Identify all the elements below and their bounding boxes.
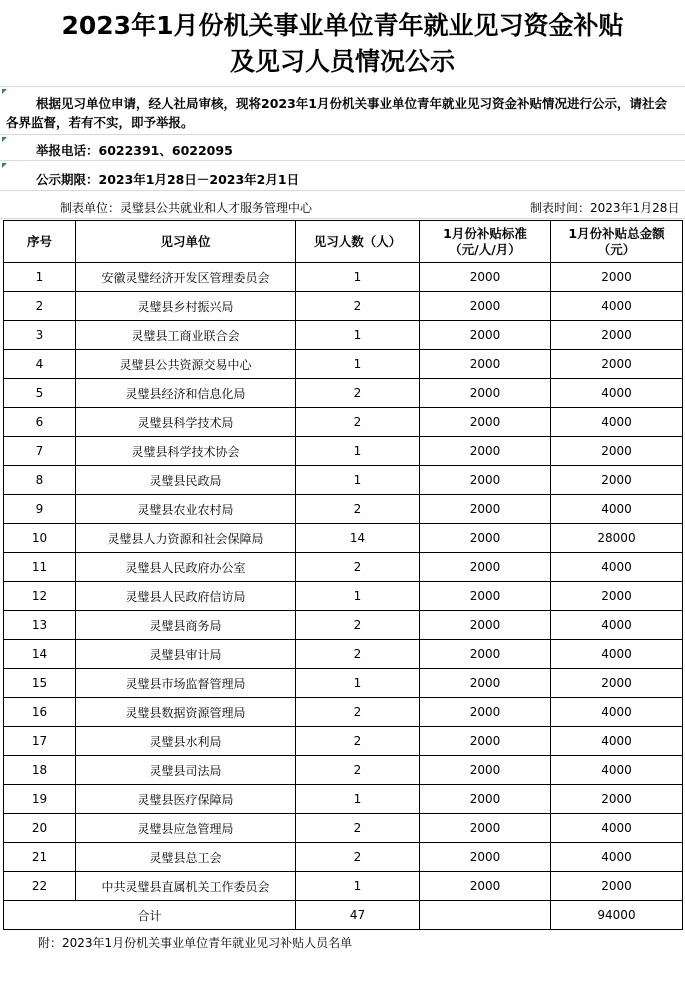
cell-total: 4000	[551, 553, 683, 582]
cell-total: 4000	[551, 727, 683, 756]
header-total-line1: 1月份补贴总金额	[568, 225, 665, 241]
cell-standard: 2000	[420, 843, 551, 872]
cell-unit: 灵璧县乡村振兴局	[76, 292, 296, 321]
cell-unit: 中共灵璧县直属机关工作委员会	[76, 872, 296, 901]
cell-standard: 2000	[420, 263, 551, 292]
notice-text: 根据见习单位申请，经人社局审核，现将2023年1月份机关事业单位青年就业见习资金补贴情况进行公示，请社会各界监督，若有不实，即予举报。	[6, 96, 667, 130]
cell-count: 1	[296, 669, 420, 698]
cell-standard: 2000	[420, 553, 551, 582]
cell-count: 2	[296, 843, 420, 872]
cell-total: 2000	[551, 466, 683, 495]
period-text: 公示期限：2023年1月28日－2023年2月1日	[36, 172, 300, 187]
cell-standard: 2000	[420, 408, 551, 437]
cell-no: 1	[4, 263, 76, 292]
cell-total: 4000	[551, 408, 683, 437]
cell-total: 4000	[551, 843, 683, 872]
cell-standard: 2000	[420, 495, 551, 524]
cell-comment-marker	[2, 137, 7, 142]
cell-total: 2000	[551, 437, 683, 466]
cell-total: 2000	[551, 669, 683, 698]
table-row	[4, 727, 683, 756]
table-row	[4, 669, 683, 698]
cell-total: 4000	[551, 640, 683, 669]
cell-total: 2000	[551, 350, 683, 379]
cell-count: 1	[296, 582, 420, 611]
header-total-line2: （元）	[597, 241, 636, 257]
cell-total: 4000	[551, 292, 683, 321]
cell-count: 2	[296, 292, 420, 321]
cell-total: 4000	[551, 814, 683, 843]
title-line-2: 及见习人员情况公示	[229, 47, 455, 76]
cell-no: 4	[4, 350, 76, 379]
cell-total: 2000	[551, 582, 683, 611]
cell-unit: 灵璧县司法局	[76, 756, 296, 785]
summary-row	[4, 901, 683, 930]
cell-no: 7	[4, 437, 76, 466]
cell-count: 2	[296, 611, 420, 640]
cell-standard: 2000	[420, 727, 551, 756]
hotline-text: 举报电话：6022391、6022095	[36, 143, 233, 158]
cell-unit: 灵璧县商务局	[76, 611, 296, 640]
summary-label: 合计	[4, 901, 296, 930]
cell-total: 2000	[551, 785, 683, 814]
cell-unit: 灵璧县科学技术协会	[76, 437, 296, 466]
cell-standard: 2000	[420, 524, 551, 553]
cell-total: 4000	[551, 495, 683, 524]
cell-unit: 灵璧县科学技术局	[76, 408, 296, 437]
table-row	[4, 582, 683, 611]
table-row	[4, 698, 683, 727]
cell-no: 21	[4, 843, 76, 872]
cell-no: 3	[4, 321, 76, 350]
table-row	[4, 408, 683, 437]
header-no: 序号	[4, 221, 76, 263]
cell-count: 2	[296, 727, 420, 756]
cell-standard: 2000	[420, 292, 551, 321]
summary-standard	[420, 901, 551, 930]
cell-no: 13	[4, 611, 76, 640]
cell-count: 1	[296, 785, 420, 814]
table-row	[4, 292, 683, 321]
cell-unit: 灵璧县数据资源管理局	[76, 698, 296, 727]
cell-standard: 2000	[420, 350, 551, 379]
table-row	[4, 611, 683, 640]
cell-total: 28000	[551, 524, 683, 553]
table-row	[4, 785, 683, 814]
cell-comment-marker	[2, 163, 7, 168]
footnote: 附：2023年1月份机关事业单位青年就业见习补贴人员名单	[38, 936, 353, 950]
cell-unit: 灵璧县总工会	[76, 843, 296, 872]
cell-count: 2	[296, 756, 420, 785]
table-row	[4, 350, 683, 379]
maker-text: 制表单位：灵璧县公共就业和人才服务管理中心	[60, 201, 313, 215]
cell-unit: 灵璧县农业农村局	[76, 495, 296, 524]
cell-no: 18	[4, 756, 76, 785]
cell-count: 2	[296, 640, 420, 669]
table-row	[4, 437, 683, 466]
table-row	[4, 495, 683, 524]
cell-no: 5	[4, 379, 76, 408]
cell-count: 14	[296, 524, 420, 553]
header-standard-line1: 1月份补贴标准	[443, 225, 527, 241]
cell-no: 9	[4, 495, 76, 524]
cell-unit: 灵璧县市场监督管理局	[76, 669, 296, 698]
cell-count: 1	[296, 437, 420, 466]
cell-standard: 2000	[420, 466, 551, 495]
cell-no: 17	[4, 727, 76, 756]
cell-standard: 2000	[420, 872, 551, 901]
cell-total: 4000	[551, 379, 683, 408]
cell-count: 2	[296, 408, 420, 437]
cell-no: 22	[4, 872, 76, 901]
table-row	[4, 640, 683, 669]
table-row	[4, 872, 683, 901]
cell-total: 2000	[551, 263, 683, 292]
table-row	[4, 843, 683, 872]
cell-unit: 灵璧县人力资源和社会保障局	[76, 524, 296, 553]
made-time-text: 制表时间：2023年1月28日	[530, 201, 680, 215]
header-standard	[420, 221, 551, 263]
cell-count: 2	[296, 495, 420, 524]
cell-standard: 2000	[420, 814, 551, 843]
cell-no: 10	[4, 524, 76, 553]
cell-standard: 2000	[420, 321, 551, 350]
cell-standard: 2000	[420, 785, 551, 814]
cell-unit: 灵璧县公共资源交易中心	[76, 350, 296, 379]
cell-standard: 2000	[420, 379, 551, 408]
header-count: 见习人数（人）	[296, 221, 420, 263]
cell-unit: 灵璧县经济和信息化局	[76, 379, 296, 408]
table-row	[4, 321, 683, 350]
page-title	[0, 8, 685, 80]
cell-unit: 灵璧县人民政府办公室	[76, 553, 296, 582]
cell-standard: 2000	[420, 669, 551, 698]
summary-count: 47	[296, 901, 420, 930]
table-row	[4, 466, 683, 495]
table-row	[4, 379, 683, 408]
cell-count: 1	[296, 350, 420, 379]
cell-total: 2000	[551, 321, 683, 350]
table-row	[4, 553, 683, 582]
cell-standard: 2000	[420, 582, 551, 611]
table-row	[4, 814, 683, 843]
cell-unit: 灵璧县医疗保障局	[76, 785, 296, 814]
cell-no: 11	[4, 553, 76, 582]
cell-unit: 灵璧县应急管理局	[76, 814, 296, 843]
cell-standard: 2000	[420, 437, 551, 466]
summary-total: 94000	[551, 901, 683, 930]
cell-total: 4000	[551, 698, 683, 727]
cell-count: 2	[296, 698, 420, 727]
title-line-1: 2023年1月份机关事业单位青年就业见习资金补贴	[61, 11, 624, 40]
cell-standard: 2000	[420, 640, 551, 669]
cell-count: 1	[296, 466, 420, 495]
cell-unit: 灵璧县工商业联合会	[76, 321, 296, 350]
cell-unit: 灵璧县人民政府信访局	[76, 582, 296, 611]
gridline	[0, 218, 685, 219]
cell-standard: 2000	[420, 611, 551, 640]
cell-count: 2	[296, 553, 420, 582]
cell-unit: 灵璧县审计局	[76, 640, 296, 669]
cell-count: 1	[296, 872, 420, 901]
cell-no: 14	[4, 640, 76, 669]
cell-no: 12	[4, 582, 76, 611]
cell-unit: 灵璧县水利局	[76, 727, 296, 756]
cell-no: 16	[4, 698, 76, 727]
table-header-row	[4, 221, 683, 263]
cell-count: 1	[296, 263, 420, 292]
cell-total: 4000	[551, 611, 683, 640]
cell-standard: 2000	[420, 756, 551, 785]
gridline	[0, 86, 685, 87]
header-unit: 见习单位	[76, 221, 296, 263]
cell-no: 19	[4, 785, 76, 814]
cell-unit: 灵璧县民政局	[76, 466, 296, 495]
cell-total: 4000	[551, 756, 683, 785]
cell-no: 6	[4, 408, 76, 437]
cell-no: 15	[4, 669, 76, 698]
header-total	[551, 221, 683, 263]
cell-no: 8	[4, 466, 76, 495]
table-row	[4, 263, 683, 292]
cell-no: 20	[4, 814, 76, 843]
header-standard-line2: （元/人/月）	[449, 241, 521, 257]
cell-standard: 2000	[420, 698, 551, 727]
cell-unit: 安徽灵璧经济开发区管理委员会	[76, 263, 296, 292]
cell-count: 2	[296, 379, 420, 408]
table-row	[4, 756, 683, 785]
cell-no: 2	[4, 292, 76, 321]
gridline	[0, 160, 685, 161]
cell-total: 2000	[551, 872, 683, 901]
cell-count: 1	[296, 321, 420, 350]
gridline	[0, 190, 685, 191]
gridline	[0, 134, 685, 135]
cell-count: 2	[296, 814, 420, 843]
subsidy-table	[3, 220, 683, 930]
table-row	[4, 524, 683, 553]
